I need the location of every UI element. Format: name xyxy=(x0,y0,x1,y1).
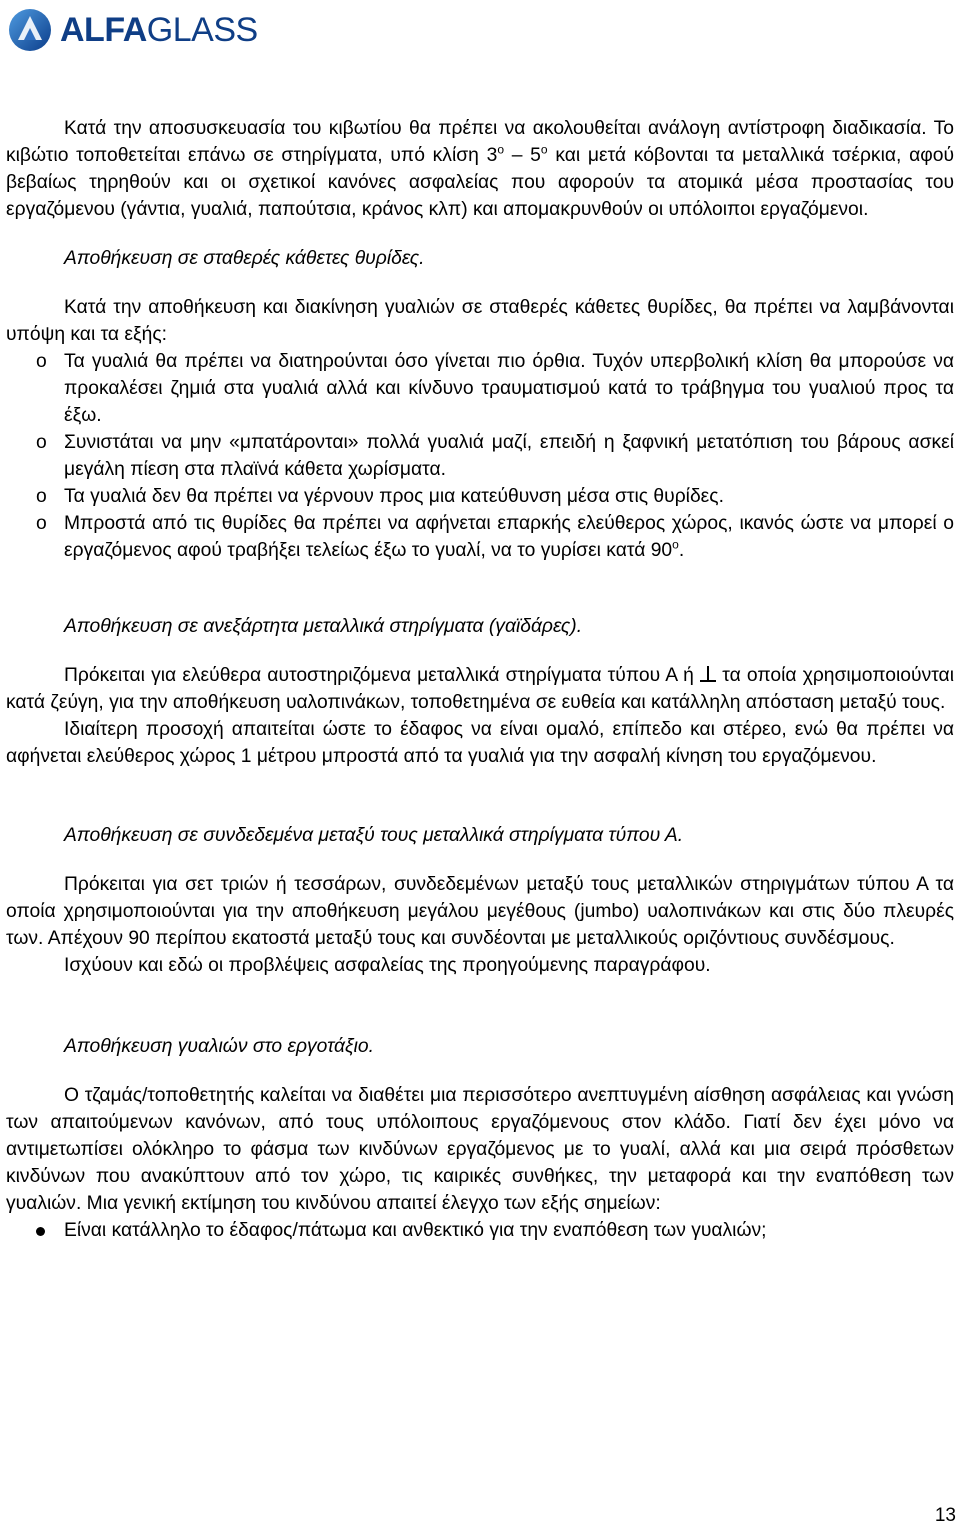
independent-supports-paragraph-2: Ιδιαίτερη προσοχή απαιτείται ώστε το έδαφος να είναι ομαλό, επίπεδο και στέρεο, ενώ θα πρέπει να αφήνεται ελεύθερος χώρος 1 μέτρου μπροστά από τα γυαλιά για την ασφαλή κίνηση του εργαζόμενου. xyxy=(6,719,954,767)
site-storage-list xyxy=(6,1217,954,1244)
unpacking-paragraph xyxy=(6,115,954,223)
bullet-marker: o xyxy=(36,513,47,534)
perpendicular-icon xyxy=(700,664,716,684)
list-item xyxy=(6,510,954,564)
site-storage-paragraph: Ο τζαμάς/τοποθετητής καλείται να διαθέτει μια περισσότερο ανεπτυγμένη αίσθηση ασφάλειας και γνώση των απαιτούμενων κανόνων, από τους υπόλοιπους εργαζόμενους στον κλάδο. Γιατί δεν έχει μόνο να αντιμετωπίσει ολόκληρο το φάσμα των κινδύνων εργαζόμενος με το γυαλί, αλλά και μια σειρά πρόσθετων κινδύνων που ανακύπτουν από τον χώρο, τις καιρικές συνθήκες, την μεταφορά και την εναπόθεση των γυαλιών. Μια γενική εκτίμηση του κινδύνου απαιτεί έλεγχο των εξής σημείων: xyxy=(6,1085,954,1214)
vertical-bays-list xyxy=(6,348,954,564)
independent-supports-text-b: τα οποία χρησιμοποιούνται κατά ζεύγη, για την αποθήκευση υαλοπινάκων, τοποθετημένα σε ευθεία και κατάλληλη απόσταση μεταξύ τους. xyxy=(6,665,954,713)
list-item xyxy=(6,483,954,510)
bullet-marker: o xyxy=(36,351,47,372)
vertical-bays-intro: Κατά την αποθήκευση και διακίνηση γυαλιών σε σταθερές κάθετες θυρίδες, θα πρέπει να λαμβάνονται υπόψη και τα εξής: xyxy=(6,297,954,345)
degree-sup-3: ο xyxy=(672,537,679,552)
page-number: 13 xyxy=(934,1505,956,1526)
logo-wordmark xyxy=(60,13,258,47)
list-item-end: . xyxy=(678,540,685,561)
document-body xyxy=(6,115,954,1244)
list-item-text: Τα γυαλιά θα πρέπει να διατηρούνται όσο γίνεται πιο όρθια. Τυχόν υπερβολική κλίση θα μπορούσε να προκαλέσει ζημιά στα γυαλιά αλλά και κίνδυνο τραυματισμού κατά το τράβηγμα του γυαλιού προς τα έξω. xyxy=(64,351,954,426)
unpacking-intro: Κατά την αποσυσκευασία του κιβωτίου θα πρέπει να ακολουθείται ανάλογη αντίστροφη διαδικασία. Το κιβώτιο τοποθετείται επάνω σε στηρίγματα, υπό κλίση 3 xyxy=(6,118,954,166)
list-item xyxy=(6,348,954,429)
section-heading-vertical-bays: Αποθήκευση σε σταθερές κάθετες θυρίδες. xyxy=(64,248,425,269)
unpacking-rest: και μετά κόβονται τα μεταλλικά τσέρκια, αφού βεβαίως τηρηθούν και οι σχετικοί κανόνες ασφαλείας που αφορούν τα ατομικά μέσα προστασίας του εργαζόμενου (γάντια, γυαλιά, παπούτσια, κράνος κλπ) και απομακρυνθούν οι υπόλοιποι εργαζόμενοι. xyxy=(6,145,955,220)
logo-text-bold: ALFA xyxy=(60,11,147,49)
degree-sup-2: ο xyxy=(540,142,548,157)
list-item xyxy=(6,1217,954,1244)
unpacking-mid: – 5 xyxy=(504,145,541,166)
bullet-marker: o xyxy=(36,486,47,507)
degree-sup-1: ο xyxy=(497,142,504,157)
section-heading-site-storage: Αποθήκευση γυαλιών στο εργοτάξιο. xyxy=(64,1036,374,1057)
bullet-dot-icon xyxy=(36,1227,45,1236)
independent-supports-paragraph-1 xyxy=(6,662,954,716)
section-heading-connected-supports: Αποθήκευση σε συνδεδεμένα μεταξύ τους μεταλλικά στηρίγματα τύπου Α. xyxy=(64,825,684,846)
logo-text-regular: GLASS xyxy=(146,11,258,49)
bullet-marker: o xyxy=(36,432,47,453)
connected-supports-paragraph-2: Ισχύουν και εδώ οι προβλέψεις ασφαλείας της προηγούμενης παραγράφου. xyxy=(64,955,711,976)
list-item xyxy=(6,429,954,483)
list-item-text: Τα γυαλιά δεν θα πρέπει να γέρνουν προς μια κατεύθυνση μέσα στις θυρίδες. xyxy=(64,486,724,507)
list-item-text: Συνιστάται να μην «μπατάρονται» πολλά γυαλιά μαζί, επειδή η ξαφνική μετατόπιση του βάρους ασκεί μεγάλη πίεση στα πλαϊνά κάθετα χωρίσματα. xyxy=(64,432,954,480)
list-item-text: Μπροστά από τις θυρίδες θα πρέπει να αφήνεται επαρκής ελεύθερος χώρος, ικανός ώστε να μπορεί ο εργαζόμενος αφού τραβήξει τελείως έξω το γυαλί, να το γυρίσει κατά 90 xyxy=(64,513,954,561)
alfaglass-logo xyxy=(8,8,258,52)
independent-supports-text-a: Πρόκειται για ελεύθερα αυτοστηριζόμενα μεταλλικά στηρίγματα τύπου Α ή xyxy=(64,665,701,686)
section-heading-independent-supports: Αποθήκευση σε ανεξάρτητα μεταλλικά στηρίγματα (γαϊδάρες). xyxy=(64,616,583,637)
connected-supports-paragraph-1: Πρόκειται για σετ τριών ή τεσσάρων, συνδεδεμένων μεταξύ τους μεταλλικών στηριγμάτων τύπου Α τα οποία χρησιμοποιούνται για την αποθήκευση μεγάλου μεγέθους (jumbo) υαλοπινάκων και στις δύο πλευρές των. Απέχουν 90 περίπου εκατοστά μεταξύ τους και συνδέονται με μεταλλικούς οριζόντιους συνδέσμους. xyxy=(6,874,954,949)
list-item-text: Είναι κατάλληλο το έδαφος/πάτωμα και ανθεκτικό για την εναπόθεση των γυαλιών; xyxy=(64,1220,767,1241)
alfaglass-logo-icon xyxy=(8,8,52,52)
